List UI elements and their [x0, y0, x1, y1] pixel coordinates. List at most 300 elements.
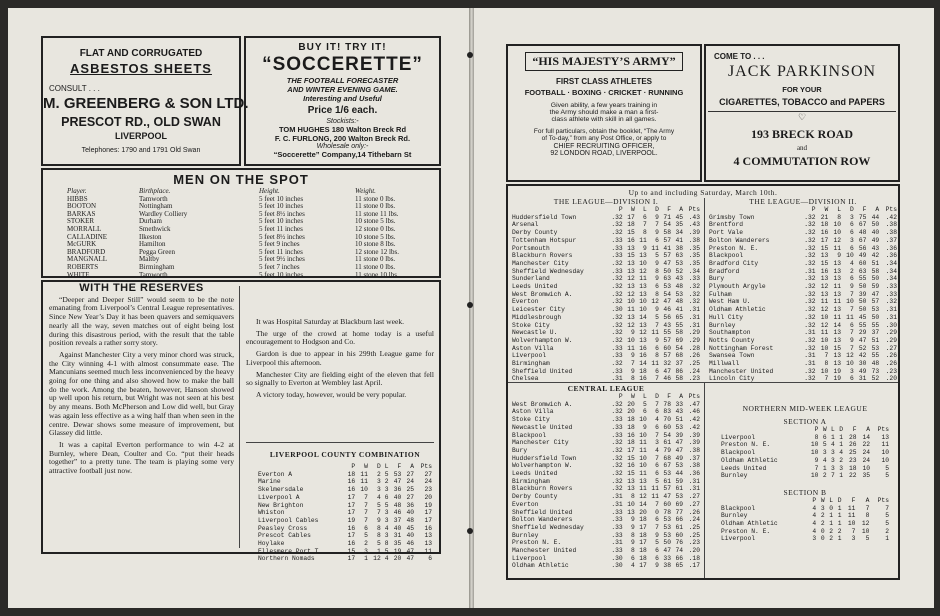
table-cell: .29	[688, 329, 700, 337]
table-cell: 21	[820, 213, 829, 221]
table-cell: 52	[871, 375, 880, 383]
table-row	[511, 322, 701, 330]
table-cell: 40	[406, 509, 415, 517]
table-cell: 27	[406, 493, 415, 501]
table-cell: 32	[663, 360, 671, 368]
table-cell: 50	[871, 275, 880, 283]
table-cell: 7	[655, 221, 659, 229]
table-cell: 7	[814, 464, 819, 472]
table-cell: .24	[688, 516, 700, 524]
table-cell: 55	[858, 275, 867, 283]
team-name: Preston N. E.	[721, 527, 771, 535]
table-cell: 10	[360, 486, 368, 494]
team-name: Wolverhampton W.	[512, 336, 573, 344]
table-cell: 16	[627, 431, 635, 439]
height: 5 feet 9 inches	[259, 240, 300, 249]
table-cell: .32	[804, 283, 816, 291]
table-cell: .32	[804, 344, 816, 352]
column-header: Pts	[420, 463, 432, 470]
team-name: Aston Villa	[512, 344, 554, 352]
table-cell: 25	[406, 486, 415, 494]
team-name: Manchester United	[512, 547, 577, 555]
team-name: Birmingham	[512, 360, 550, 368]
table-cell: .32	[611, 408, 623, 416]
table-cell: .39	[688, 229, 700, 237]
table-cell: .18	[688, 554, 700, 562]
table-cell: 13	[833, 275, 842, 283]
table-cell: 1	[364, 555, 368, 563]
table-cell: 5	[885, 520, 889, 528]
table-cell: 12	[820, 321, 829, 329]
table-cell: 20	[393, 555, 402, 563]
table-cell: 5	[655, 539, 659, 547]
table-row	[511, 555, 701, 563]
column-header	[708, 206, 799, 214]
table-cell: .33	[611, 352, 623, 360]
table-cell: 15	[627, 229, 635, 237]
division-one	[511, 197, 701, 383]
table-cell: .33	[611, 416, 623, 424]
ad-line: class athlete with skill in all games.	[551, 116, 657, 123]
table-cell: 10	[810, 449, 819, 457]
table-cell: 7	[824, 375, 829, 383]
table-cell: 9	[655, 531, 659, 539]
table-cell: 15	[627, 252, 635, 260]
table-cell: 2	[885, 527, 889, 535]
table-cell: 11	[833, 313, 842, 321]
table-cell: .32	[611, 439, 623, 447]
table-cell: 6	[655, 470, 659, 478]
table-cell: 16	[820, 229, 829, 237]
table-cell: 55	[871, 321, 880, 329]
team-name: Middlesbrough	[512, 313, 562, 321]
table-row	[708, 275, 898, 283]
table-cell: .30	[885, 321, 897, 329]
table-cell: .31	[885, 313, 897, 321]
table-cell: 2	[839, 456, 843, 464]
team-name: Southampton	[709, 329, 751, 337]
ad-line: TOM HUGHES 180 Walton Breck Rd	[278, 125, 407, 134]
table-cell: 7	[849, 329, 854, 337]
table-cell: 57	[663, 336, 671, 344]
table-cell: 8	[655, 290, 659, 298]
table-title: THE LEAGUE—DIVISION II.	[749, 197, 857, 206]
table-cell: 15	[833, 344, 842, 352]
table-cell: 7	[364, 501, 368, 509]
table-cell: .20	[885, 375, 897, 383]
table-cell: 83	[663, 408, 671, 416]
table-cell: 3	[376, 486, 381, 494]
team-name: Huddersfield Town	[512, 213, 577, 221]
table-cell: 6	[655, 423, 659, 431]
table-cell: 50	[663, 539, 671, 547]
table-cell: 10	[639, 259, 647, 267]
table-cell: 69	[675, 336, 684, 344]
table-cell: 7	[865, 504, 870, 512]
table-cell: 10	[639, 462, 647, 470]
table-cell: .36	[885, 244, 897, 252]
table-cell: 10	[820, 344, 829, 352]
table-cell: 27	[424, 470, 432, 478]
team-name: Everton	[512, 500, 539, 508]
notes-column	[246, 318, 434, 403]
table-cell: 53	[663, 283, 671, 291]
table-cell: .37	[885, 236, 897, 244]
weight: 12 stone 0 lbs.	[355, 224, 396, 233]
table-cell: 45	[858, 313, 867, 321]
table-cell: 14	[862, 433, 871, 441]
height: 5 feet 7 inches	[259, 262, 300, 271]
table-cell: .30	[611, 562, 623, 570]
article-paragraph: It was Hospital Saturday at Blackburn last week.	[256, 317, 405, 326]
table-cell: 10	[833, 221, 842, 229]
team-name: Portsmouth	[512, 244, 550, 252]
table-cell: 42	[858, 352, 867, 360]
table-row	[708, 221, 898, 229]
table-cell: 18	[627, 416, 635, 424]
table-cell: 53	[393, 470, 402, 478]
table-cell: 10	[639, 306, 647, 314]
team-name: Wolverhampton W.	[512, 462, 573, 470]
ad-address: PRESCOT RD., OLD SWAN	[61, 115, 221, 129]
table-cell: 20	[627, 408, 635, 416]
table-cell: 11	[651, 329, 659, 337]
team-name: Millwall	[709, 360, 740, 368]
table-cell: 5	[885, 464, 889, 472]
article-paragraph: It was a capital Everton performance to win 4-2 at Burnley, where Dean, Coulter and Co. “put their heads together” to a pretty tune. The team is playing some very attractive football just now.	[49, 439, 234, 476]
team-name: Preston N. E.	[721, 441, 771, 449]
table-cell: 3	[384, 532, 389, 540]
table-cell: 24	[424, 478, 432, 486]
header-row	[511, 206, 701, 214]
table-row	[511, 439, 701, 447]
team-name: Brentford	[709, 221, 744, 229]
table-cell: .33	[885, 283, 897, 291]
table-cell: .32	[804, 275, 816, 283]
column-header: L	[643, 393, 647, 400]
height: 5 feet 10 inches	[259, 194, 304, 203]
column-header	[511, 206, 607, 214]
table-row	[257, 517, 433, 525]
table-row	[257, 548, 433, 556]
table-cell: 12	[639, 329, 647, 337]
table-cell: 74	[675, 547, 684, 555]
table-cell: .38	[688, 462, 700, 470]
table-row	[511, 432, 701, 440]
table-cell: 49	[858, 367, 867, 375]
table-cell: 54	[663, 431, 671, 439]
table-cell: .32	[611, 221, 623, 229]
table-cell: 11	[833, 244, 842, 252]
table-cell: .32	[804, 213, 816, 221]
table-cell: 4	[655, 416, 659, 424]
header-row	[257, 463, 433, 471]
table-cell: .25	[688, 531, 700, 539]
table-cell: .33	[688, 275, 700, 283]
table-cell: .31	[885, 306, 897, 314]
table-cell: 15	[627, 454, 635, 462]
table-row	[511, 416, 701, 424]
table-row	[511, 306, 701, 314]
table-cell: 0	[820, 527, 825, 535]
table-cell: 53	[675, 423, 684, 431]
weight: 11 stone 11 lbs.	[355, 209, 399, 218]
table-cell: 49	[675, 454, 684, 462]
table-cell: 11	[627, 306, 635, 314]
team-name: Manchester United	[709, 367, 774, 375]
team-name: Blackpool	[721, 504, 756, 512]
men-on-the-spot	[41, 168, 441, 278]
table-cell: .39	[688, 439, 700, 447]
table-cell: 33	[675, 400, 684, 408]
table-row	[708, 314, 898, 322]
team-name: Newcastle U.	[512, 329, 558, 337]
team-name: Liverpool	[721, 433, 756, 441]
table-cell: 36	[406, 501, 415, 509]
table-row	[511, 337, 701, 345]
table-cell: 46	[406, 540, 415, 548]
section-title: WITH THE RESERVES	[79, 282, 204, 294]
player-name: HIBBS	[67, 194, 88, 203]
table-cell: 6	[655, 462, 659, 470]
column-header: D	[839, 426, 843, 433]
table-cell: 43	[675, 275, 684, 283]
table-cell: 63	[675, 252, 684, 260]
column-header: W	[824, 206, 829, 213]
table-cell: 16	[639, 375, 647, 383]
table-cell: .32	[688, 283, 700, 291]
table-cell: .32	[611, 229, 623, 237]
section-a-table	[720, 426, 890, 480]
table-cell: 24	[862, 456, 871, 464]
table-cell: 47	[675, 446, 684, 454]
table-cell: 3	[822, 449, 827, 457]
column-header: L	[837, 206, 842, 213]
height: 5 feet 8½ inches	[259, 209, 305, 218]
table-row	[511, 314, 701, 322]
table-row	[257, 494, 433, 502]
table-cell: .33	[611, 523, 623, 531]
table-cell: 6	[849, 375, 854, 383]
team-name: Liverpool	[512, 352, 547, 360]
table-cell: 13	[833, 336, 842, 344]
table-cell: 78	[663, 508, 671, 516]
table-row	[720, 528, 890, 536]
parkinson-ad	[704, 44, 900, 182]
team-name: Burnley	[721, 512, 748, 520]
table-cell: 9	[655, 336, 659, 344]
table-row	[511, 401, 701, 409]
table-cell: .31	[611, 375, 623, 383]
column-header: F	[667, 206, 671, 213]
birthplace: Smethwick	[139, 224, 171, 233]
table-cell: .32	[611, 400, 623, 408]
table-cell: 8	[630, 531, 635, 539]
player-name: BOOTON	[67, 202, 97, 211]
table-row	[708, 229, 898, 237]
table-row	[720, 472, 890, 480]
table-cell: 1	[831, 433, 835, 441]
table-cell: 16	[639, 352, 647, 360]
table-cell: 42	[871, 252, 880, 260]
table-cell: 7	[364, 493, 368, 501]
table-cell: 3	[655, 439, 659, 447]
table-cell: 50	[858, 298, 867, 306]
table-cell: .32	[804, 336, 816, 344]
table-cell: 18	[639, 516, 647, 524]
table-cell: 4	[384, 555, 389, 563]
table-cell: 11	[651, 485, 659, 493]
table-cell: 9	[655, 275, 659, 283]
table-cell: 44	[871, 213, 880, 221]
table-cell: 1	[839, 433, 843, 441]
table-cell: 4	[812, 512, 817, 520]
table-cell: 39	[858, 290, 867, 298]
table-cell: 48	[858, 229, 867, 237]
table-row	[708, 345, 898, 353]
table-row	[720, 520, 890, 528]
team-name: Sheffield Wednesday	[512, 523, 584, 531]
table-row	[511, 298, 701, 306]
team-name: Nottingham Forest	[709, 344, 774, 352]
table-cell: 5	[643, 400, 647, 408]
table-row	[708, 368, 898, 376]
birthplace: Hamilton	[139, 240, 166, 249]
table-cell: 11	[639, 485, 647, 493]
table-cell: 7	[655, 454, 659, 462]
table-row	[511, 462, 701, 470]
table-cell: .23	[688, 539, 700, 547]
table-cell: 56	[858, 244, 867, 252]
table-cell: 9	[630, 329, 635, 337]
table-cell: 57	[663, 236, 671, 244]
column-header: A	[679, 206, 684, 213]
table-cell: 13	[639, 252, 647, 260]
county-combination	[257, 450, 433, 563]
table-cell: 13	[627, 477, 635, 485]
birthplace: Tamworth	[139, 194, 168, 203]
table-row	[511, 562, 701, 570]
table-cell: 12	[651, 298, 659, 306]
column-header	[511, 393, 607, 401]
table-cell: 53	[675, 290, 684, 298]
table-cell: 2	[829, 527, 834, 535]
team-name: Everton A	[258, 470, 293, 478]
central-league-table	[511, 393, 701, 570]
table-cell: 9	[376, 516, 381, 524]
table-cell: .43	[688, 221, 700, 229]
team-name: Notts County	[709, 336, 755, 344]
table-row	[720, 449, 890, 457]
team-name: Marine	[258, 478, 281, 486]
table-cell: 7	[849, 290, 854, 298]
table-row	[511, 455, 701, 463]
table-cell: .38	[885, 229, 897, 237]
table-cell: 11	[847, 504, 856, 512]
ad-firm: M. GREENBERG & SON LTD.	[43, 95, 249, 112]
table-cell: 18	[639, 531, 647, 539]
table-cell: 47	[406, 547, 415, 555]
table-cell: .31	[804, 352, 816, 360]
table-cell: 7	[655, 431, 659, 439]
table-cell: 1	[829, 512, 834, 520]
team-name: Blackpool	[721, 449, 756, 457]
table-row	[720, 434, 890, 442]
table-cell: 45	[675, 213, 684, 221]
table-cell: .32	[804, 229, 816, 237]
table-cell: 18	[639, 547, 647, 555]
table-cell: 7	[849, 344, 854, 352]
table-cell: .36	[885, 252, 897, 260]
team-name: Bolton Wanderers	[512, 516, 573, 524]
table-cell: .32	[611, 283, 623, 291]
column-header: Birthplace.	[139, 187, 171, 195]
column-header: P	[812, 496, 817, 504]
table-cell: 17	[347, 493, 356, 501]
table-cell: 1	[837, 504, 842, 512]
ad-line: Wholesale only:-	[316, 143, 369, 150]
table-cell: 47	[663, 259, 671, 267]
team-name: Liverpool	[512, 554, 547, 562]
table-cell: 13	[627, 508, 635, 516]
table-cell: 18	[627, 439, 635, 447]
ad-line: Given ability, a few years training in	[550, 102, 658, 109]
table-cell: 16	[639, 344, 647, 352]
weight: 11 stone 0 lbs.	[355, 255, 396, 264]
table-cell: 2	[822, 472, 827, 480]
table-row	[257, 509, 433, 517]
header-row	[708, 206, 898, 214]
table-cell: 11	[639, 236, 647, 244]
ad-line: FIRST CLASS ATHLETES	[556, 77, 652, 86]
ad-line: Stockists:-	[326, 118, 359, 125]
table-cell: 6	[849, 221, 854, 229]
table-cell: 13	[639, 477, 647, 485]
table-cell: 10	[847, 520, 856, 528]
table-cell: .42	[688, 416, 700, 424]
table-cell: .32	[611, 298, 623, 306]
team-name: Blackpool	[512, 431, 547, 439]
table-cell: 86	[675, 367, 684, 375]
team-name: Hoylake	[258, 540, 285, 548]
team-name: Preston N. E.	[709, 244, 759, 252]
table-cell: 2	[376, 470, 381, 478]
table-cell: 17	[424, 509, 432, 517]
column-header	[257, 463, 343, 471]
table-cell: 53	[663, 470, 671, 478]
team-name: Newcastle United	[512, 423, 573, 431]
table-cell: .34	[688, 267, 700, 275]
weight: 10 stone 8 lbs.	[355, 240, 396, 249]
table-row	[511, 329, 701, 337]
table-row	[511, 493, 701, 501]
table-cell: 3	[831, 449, 835, 457]
table-cell: .32	[611, 446, 623, 454]
table-cell: 50	[871, 221, 880, 229]
table-cell: 15	[820, 244, 829, 252]
table-cell: .32	[688, 290, 700, 298]
table-cell: .33	[611, 431, 623, 439]
table-cell: 53	[663, 531, 671, 539]
team-name: Sheffield Wednesday	[512, 267, 584, 275]
table-row	[708, 322, 898, 330]
table-cell: 3	[384, 516, 389, 524]
team-name: Sunderland	[512, 275, 550, 283]
team-name: New Brighton	[258, 501, 304, 509]
team-name: Stoke City	[512, 321, 550, 329]
table-cell: .33	[611, 344, 623, 352]
table-cell: .32	[804, 367, 816, 375]
